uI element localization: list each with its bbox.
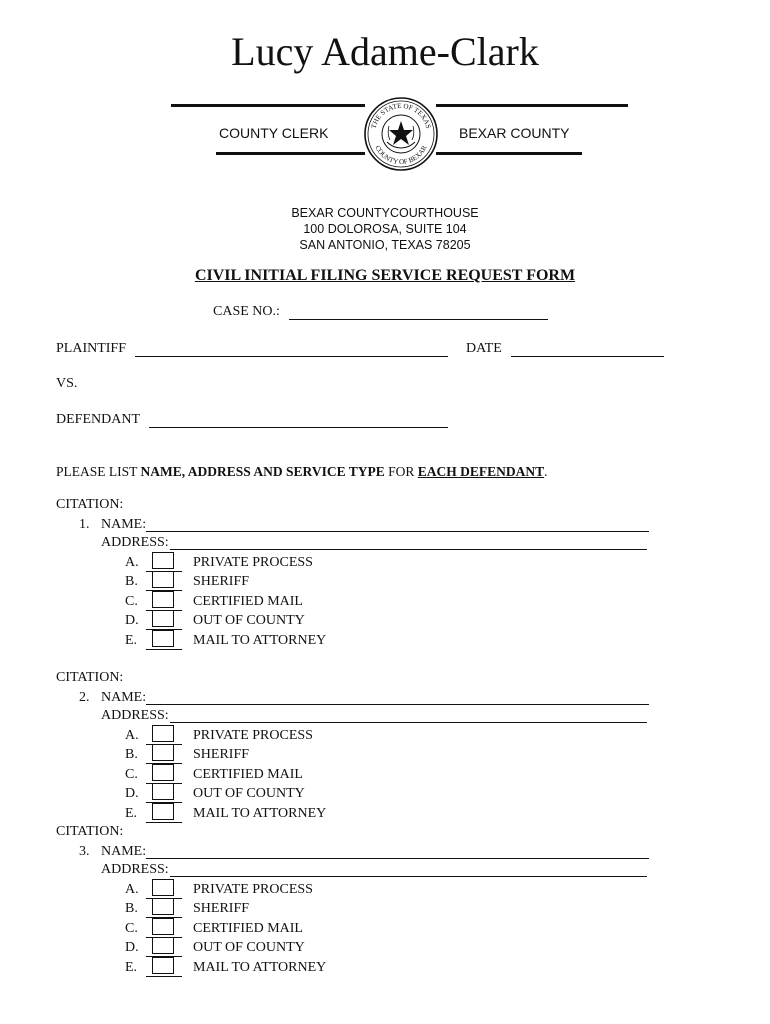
name-label: NAME: bbox=[101, 690, 147, 705]
option-label: OUT OF COUNTY bbox=[193, 786, 305, 802]
option-letter: A. bbox=[125, 728, 139, 743]
citation-number: 3. bbox=[79, 844, 90, 859]
service-type-checkbox[interactable] bbox=[152, 725, 174, 742]
header-rule-bottom-right bbox=[436, 152, 582, 155]
option-letter: E. bbox=[125, 632, 138, 648]
service-type-checkbox[interactable] bbox=[152, 879, 174, 896]
clerk-name: Lucy Adame-Clark bbox=[231, 29, 539, 74]
citation-heading: CITATION: bbox=[56, 824, 124, 839]
address-line-3: SAN ANTONIO, TEXAS 78205 bbox=[299, 238, 471, 252]
header-rule-bottom-left bbox=[216, 152, 365, 155]
checkbox-underline bbox=[146, 822, 182, 823]
option-label: CERTIFIED MAIL bbox=[193, 766, 303, 782]
case-no-label: CASE NO.: bbox=[213, 304, 280, 319]
option-letter: C. bbox=[125, 920, 138, 936]
option-letter: C. bbox=[125, 593, 138, 609]
service-type-checkbox[interactable] bbox=[152, 898, 174, 915]
option-letter: E. bbox=[125, 959, 138, 975]
option-letter: D. bbox=[125, 786, 139, 802]
service-type-checkbox[interactable] bbox=[152, 571, 174, 588]
svg-text:COUNTY OF BEXAR bbox=[373, 144, 428, 166]
service-type-checkbox[interactable] bbox=[152, 803, 174, 820]
option-label: MAIL TO ATTORNEY bbox=[193, 632, 327, 648]
date-label: DATE bbox=[466, 341, 502, 356]
option-letter: B. bbox=[125, 901, 138, 917]
citation-heading: CITATION: bbox=[56, 497, 124, 512]
form-title: CIVIL INITIAL FILING SERVICE REQUEST FORM bbox=[194, 267, 576, 284]
plaintiff-field[interactable] bbox=[135, 356, 448, 357]
option-label: MAIL TO ATTORNEY bbox=[193, 805, 327, 821]
address-field[interactable] bbox=[170, 722, 647, 723]
instruction-bold: NAME, ADDRESS AND SERVICE TYPE bbox=[140, 464, 385, 479]
service-type-checkbox[interactable] bbox=[152, 591, 174, 608]
courthouse-address bbox=[0, 205, 770, 253]
instruction-each-defendant: EACH DEFENDANT bbox=[417, 464, 545, 479]
service-type-checkbox[interactable] bbox=[152, 957, 174, 974]
address-label: ADDRESS: bbox=[101, 862, 169, 877]
instruction-suffix: . bbox=[544, 464, 548, 479]
address-line-2: 100 DOLOROSA, SUITE 104 bbox=[303, 222, 467, 236]
service-type-checkbox[interactable] bbox=[152, 744, 174, 761]
option-letter: B. bbox=[125, 574, 138, 590]
option-letter: D. bbox=[125, 940, 139, 956]
option-label: OUT OF COUNTY bbox=[193, 613, 305, 629]
defendant-label: DEFENDANT bbox=[56, 412, 140, 427]
name-field[interactable] bbox=[146, 704, 649, 705]
service-type-checkbox[interactable] bbox=[152, 783, 174, 800]
citation-number: 2. bbox=[79, 690, 90, 705]
option-label: OUT OF COUNTY bbox=[193, 940, 305, 956]
name-label: NAME: bbox=[101, 844, 147, 859]
name-field[interactable] bbox=[146, 531, 649, 532]
instruction-prefix: PLEASE LIST bbox=[56, 464, 141, 479]
address-line-1: BEXAR COUNTYCOURTHOUSE bbox=[291, 206, 479, 220]
option-letter: A. bbox=[125, 555, 139, 570]
date-field[interactable] bbox=[511, 356, 664, 357]
option-label: PRIVATE PROCESS bbox=[193, 882, 313, 897]
address-label: ADDRESS: bbox=[101, 535, 169, 550]
seal-top-text: THE STATE OF TEXAS bbox=[369, 101, 433, 130]
service-type-checkbox[interactable] bbox=[152, 937, 174, 954]
option-label: PRIVATE PROCESS bbox=[193, 728, 313, 743]
option-letter: C. bbox=[125, 766, 138, 782]
citation-number: 1. bbox=[79, 517, 90, 532]
address-label: ADDRESS: bbox=[101, 708, 169, 723]
header-rule-top-left bbox=[171, 104, 365, 107]
name-field[interactable] bbox=[146, 858, 649, 859]
service-type-checkbox[interactable] bbox=[152, 764, 174, 781]
option-label: MAIL TO ATTORNEY bbox=[193, 959, 327, 975]
service-type-checkbox[interactable] bbox=[152, 630, 174, 647]
bexar-county-label: BEXAR COUNTY bbox=[459, 125, 570, 141]
vs-label: VS. bbox=[56, 376, 78, 391]
plaintiff-label: PLAINTIFF bbox=[56, 341, 127, 356]
service-type-checkbox[interactable] bbox=[152, 610, 174, 627]
option-label: CERTIFIED MAIL bbox=[193, 593, 303, 609]
option-label: SHERIFF bbox=[193, 574, 250, 590]
option-letter: A. bbox=[125, 882, 139, 897]
option-label: PRIVATE PROCESS bbox=[193, 555, 313, 570]
option-letter: E. bbox=[125, 805, 138, 821]
service-type-checkbox[interactable] bbox=[152, 552, 174, 569]
option-label: CERTIFIED MAIL bbox=[193, 920, 303, 936]
service-type-checkbox[interactable] bbox=[152, 918, 174, 935]
option-letter: B. bbox=[125, 747, 138, 763]
defendant-field[interactable] bbox=[149, 427, 448, 428]
checkbox-underline bbox=[146, 976, 182, 977]
case-no-field[interactable] bbox=[289, 319, 548, 320]
seal-bottom-text: COUNTY OF BEXAR bbox=[373, 144, 429, 167]
citation-heading: CITATION: bbox=[56, 670, 124, 685]
texas-county-seal bbox=[363, 96, 439, 172]
option-letter: D. bbox=[125, 613, 139, 629]
county-clerk-label: COUNTY CLERK bbox=[219, 125, 329, 141]
checkbox-underline bbox=[146, 649, 182, 650]
name-label: NAME: bbox=[101, 517, 147, 532]
instruction-text bbox=[56, 464, 548, 480]
instruction-mid: FOR bbox=[384, 464, 418, 479]
address-field[interactable] bbox=[170, 876, 647, 877]
address-field[interactable] bbox=[170, 549, 647, 550]
option-label: SHERIFF bbox=[193, 901, 250, 917]
star-icon bbox=[389, 121, 413, 145]
header-rule-top-right bbox=[436, 104, 628, 107]
option-label: SHERIFF bbox=[193, 747, 250, 763]
